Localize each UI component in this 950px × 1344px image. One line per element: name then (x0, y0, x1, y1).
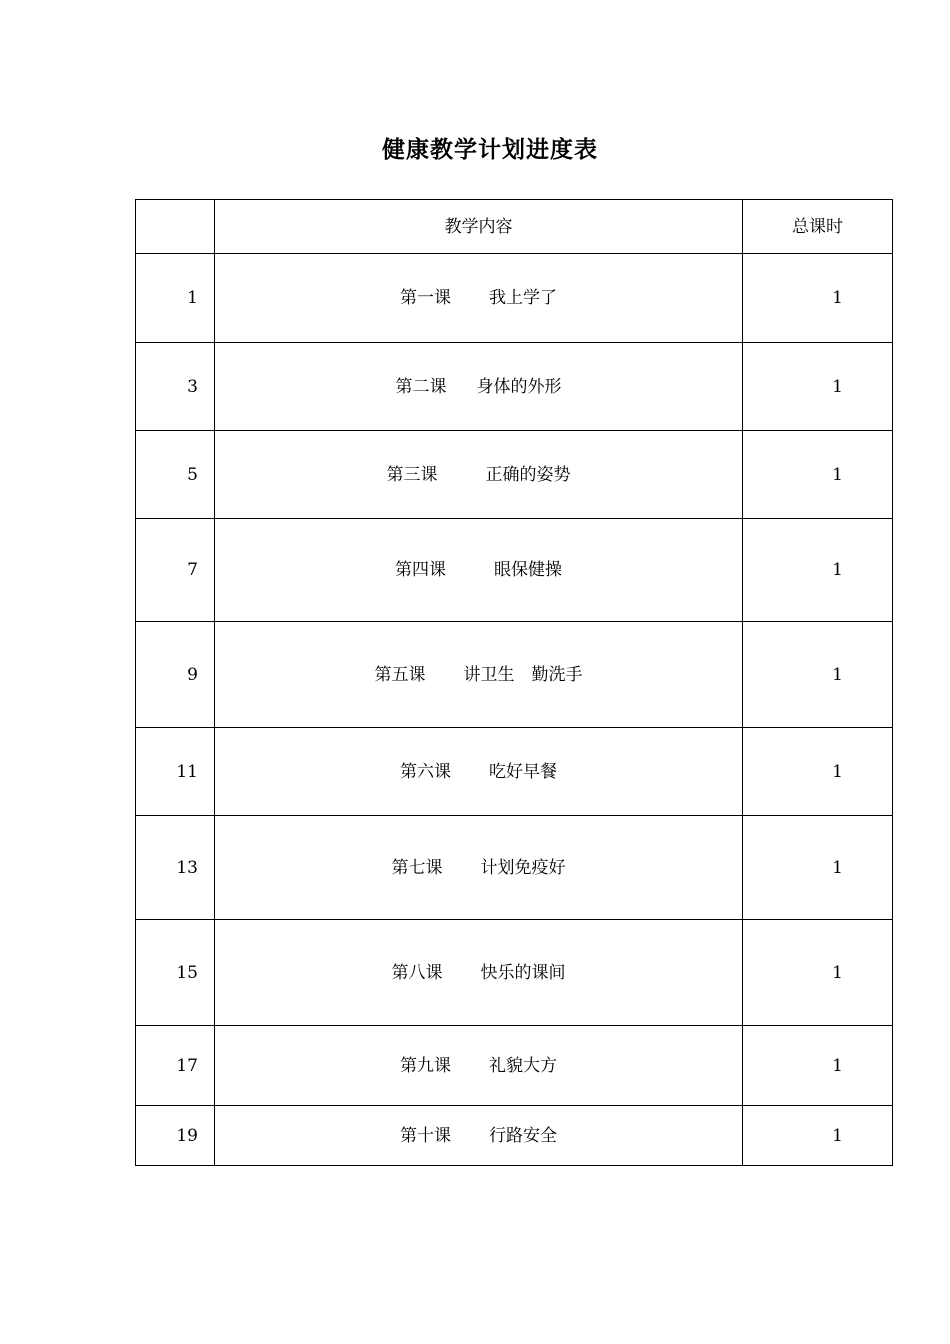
lesson-number: 第五课 (374, 664, 426, 685)
hours-cell: 1 (743, 622, 893, 728)
content-cell (215, 1106, 743, 1166)
lesson-number: 第一课 (400, 288, 451, 308)
header-hours: 总课时 (743, 200, 893, 254)
lesson-number: 第六课 (400, 761, 451, 782)
lesson-topic: 礼貌大方 (489, 1055, 557, 1076)
hours-cell: 1 (743, 816, 893, 920)
table-header-row (136, 200, 893, 254)
week-cell: 7 (136, 519, 215, 622)
week-cell: 19 (136, 1106, 215, 1166)
week-cell: 15 (136, 920, 215, 1026)
lesson-topic: 眼保健操 (494, 560, 562, 580)
table-row (136, 816, 893, 920)
week-cell: 5 (136, 431, 215, 519)
hours-cell: 1 (743, 254, 893, 343)
week-cell: 9 (136, 622, 215, 728)
hours-cell: 1 (743, 343, 893, 431)
lesson-topic: 正确的姿势 (485, 464, 571, 485)
lesson-topic: 我上学了 (489, 288, 557, 308)
lesson-topic: 计划免疫好 (480, 857, 566, 878)
lesson-number: 第八课 (391, 962, 443, 983)
week-cell: 3 (136, 343, 215, 431)
table-row (136, 431, 893, 519)
page-title: 健康教学计划进度表 (382, 137, 598, 163)
hours-cell: 1 (743, 431, 893, 519)
table-row (136, 728, 893, 816)
hours-cell: 1 (743, 519, 893, 622)
content-cell (215, 622, 743, 728)
lesson-number: 第九课 (400, 1055, 451, 1076)
content-cell (215, 920, 743, 1026)
week-cell: 1 (136, 254, 215, 343)
table-row (136, 1106, 893, 1166)
lesson-topic: 快乐的课间 (480, 962, 566, 983)
week-cell: 11 (136, 728, 215, 816)
week-cell: 17 (136, 1026, 215, 1106)
table-row (136, 920, 893, 1026)
lesson-number: 第四课 (395, 560, 446, 580)
content-cell (215, 254, 743, 343)
content-cell (215, 431, 743, 519)
hours-cell: 1 (743, 1106, 893, 1166)
lesson-number: 第七课 (391, 857, 443, 878)
content-cell (215, 519, 743, 622)
table-row (136, 622, 893, 728)
content-cell (215, 816, 743, 920)
lesson-topic: 讲卫生 勤洗手 (463, 664, 583, 685)
lesson-number: 第二课 (395, 376, 447, 397)
schedule-table (135, 199, 893, 1166)
lesson-number: 第三课 (386, 464, 438, 485)
hours-cell: 1 (743, 728, 893, 816)
lesson-number: 第十课 (400, 1125, 451, 1146)
lesson-topic: 吃好早餐 (489, 761, 557, 782)
table-row (136, 254, 893, 343)
table-row (136, 343, 893, 431)
content-cell (215, 343, 743, 431)
table-row (136, 519, 893, 622)
header-content: 教学内容 (215, 200, 743, 254)
content-cell (215, 728, 743, 816)
week-cell: 13 (136, 816, 215, 920)
header-week (136, 200, 215, 254)
hours-cell: 1 (743, 920, 893, 1026)
lesson-topic: 行路安全 (489, 1125, 557, 1146)
content-cell (215, 1026, 743, 1106)
lesson-topic: 身体的外形 (476, 376, 562, 397)
hours-cell: 1 (743, 1026, 893, 1106)
table-row (136, 1026, 893, 1106)
